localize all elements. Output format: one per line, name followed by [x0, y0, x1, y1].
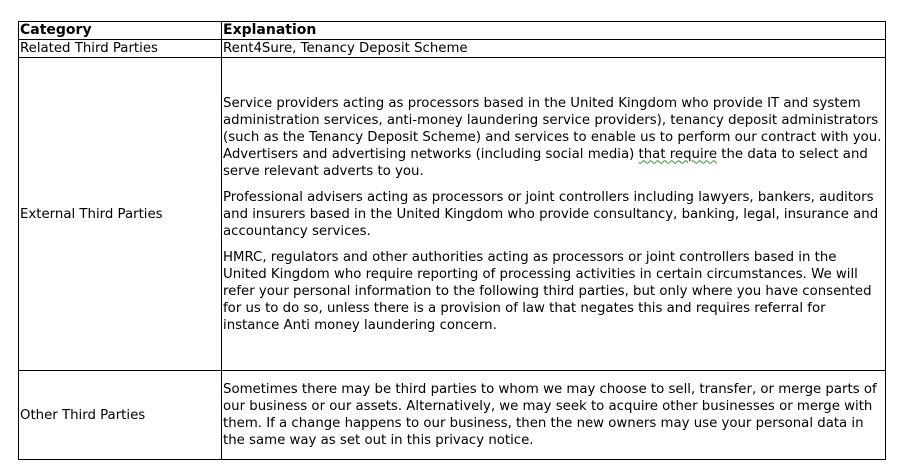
table-header-row	[19, 22, 886, 40]
explanation-cell: Rent4Sure, Tenancy Deposit Scheme	[222, 40, 886, 58]
column-header-explanation: Explanation	[222, 22, 886, 40]
table-row-external	[19, 58, 886, 371]
category-cell: External Third Parties	[19, 58, 222, 371]
paragraph-professional-advisers: Professional advisers acting as processors or joint controllers including lawyers, bankers, auditors and insurers based in the United Kingdom who provide consultancy, banking, legal, insurance and accountancy services.	[223, 189, 879, 239]
grammar-flagged-text: that require	[638, 146, 718, 162]
paragraph-advertisers	[223, 146, 884, 180]
advertisers-text-end: the data to select and serve relevant adverts to you.	[223, 146, 868, 179]
column-header-category: Category	[19, 22, 222, 40]
category-cell: Other Third Parties	[19, 371, 222, 460]
table-row-other	[19, 371, 886, 460]
category-cell: Related Third Parties	[19, 40, 222, 58]
advertisers-text-start: Advertisers and advertising networks (including social media)	[223, 146, 639, 162]
third-parties-table	[18, 21, 886, 460]
explanation-cell: Sometimes there may be third parties to whom we may choose to sell, transfer, or merge parts of our business or our assets. Alternatively, we may seek to acquire other businesses or merge with them. If a change happens to our business, then the new owners may use your personal data in the same way as set out in this privacy notice.	[222, 371, 886, 460]
explanation-cell	[222, 58, 886, 371]
paragraph-service-providers: Service providers acting as processors based in the United Kingdom who provide IT and system administration services, anti-money laundering service providers), tenancy deposit administrators (such as the Tenancy Deposit Scheme) and services to enable us to perform our contract with you.	[223, 95, 882, 145]
table-row-related	[19, 40, 886, 58]
paragraph-hmrc: HMRC, regulators and other authorities acting as processors or joint controllers based in the United Kingdom who require reporting of processing activities in certain circumstances. We will refer your personal information to the following third parties, but only where you have consented for us to do so, unless there is a provision of law that negates this and requires referral for instance Anti money laundering concern.	[223, 249, 872, 333]
